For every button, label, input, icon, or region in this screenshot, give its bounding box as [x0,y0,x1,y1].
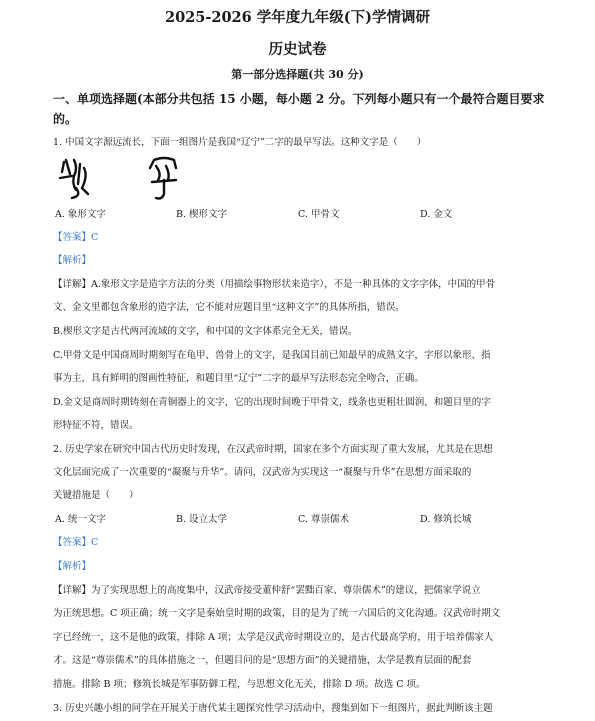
q1-detail-line: 【详解】A.象形文字是造字方法的分类（用描绘事物形状来造字），不是一种具体的文字字体，中国的甲骨 [53,279,496,290]
section-heading [53,89,553,129]
q2-option-a: A. 统一文字 [55,514,106,525]
q2-detail-line: 才。这是“尊崇儒术”的具体措施之一，但题目问的是“思想方面”的关键措施，太学是教育层面的配套 [53,655,472,666]
q1-stem: 1. 中国文字源远流长，下面一组图片是我国“辽宁”二字的最早写法。这种文字是（ ） [53,137,427,148]
q3-stem: 3. 历史兴趣小组的同学在开展关于唐代某主题探究性学习活动中，搜集到如下一组图片，据此判断该主题 [53,703,493,714]
q1-detail-line: B.楔形文字是古代两河流域的文字，和中国的文字体系完全无关，错误。 [53,326,358,337]
q2-option-c: C. 尊崇儒术 [298,514,349,525]
q1-detail-line: 文、金文里都包含象形的造字法，它不能对应题目里“这种文字”的具体所指，错误。 [53,302,405,313]
q1-option-c: C. 甲骨文 [298,209,340,220]
q1-option-d: D. 金文 [420,209,453,220]
q1-detail-line: C.甲骨文是中国商周时期刻写在龟甲、兽骨上的文字，是我国目前已知最早的成熟文字，字形以象形、指 [53,350,491,361]
ancient-character-glyphs-icon [58,154,188,202]
q2-analysis-label: 【解析】 [53,561,92,572]
q2-option-b: B. 设立太学 [176,514,228,525]
q2-stem-line: 文化层面完成了一次重要的“凝聚与升华”。请问，汉武帝为实现这一“凝聚与升华”在思想方面采取的 [53,467,472,478]
q1-analysis-label: 【解析】 [53,255,92,266]
exam-title: 2025-2026 学年度九年级(下)学情调研 [165,9,430,26]
q1-option-a: A. 象形文字 [55,209,106,220]
q2-answer: 【答案】C [53,537,99,548]
q1-answer: 【答案】C [53,232,99,243]
q2-detail-line: 为正统思想。C 项正确；统一文字是秦始皇时期的政策，目的是为了统一六国后的文化沟通。汉武帝时期文 [53,608,501,619]
q1-option-b: B. 楔形文字 [176,209,228,220]
q2-option-d: D. 修筑长城 [420,514,472,525]
part-heading: 第一部分选择题(共 30 分) [231,68,364,81]
q1-detail-line: 形特征不符，错误。 [53,420,139,431]
q2-stem-line: 关键措施是（ ） [53,490,139,501]
section-heading-line1: 一、单项选择题(本部分共包括 15 小题，每小题 2 分。下列每小题只有一个最符合题目要求 [53,92,545,106]
q1-detail-line: D.金文是商周时期铸刻在青铜器上的文字，它的出现时间晚于甲骨文，线条也更粗壮圆润，和题目里的字 [53,397,491,408]
exam-subtitle: 历史试卷 [268,41,327,58]
q2-detail-line: 字已经统一，这不是他的政策，排除 A 项；太学是汉武帝时期设立的，是古代最高学府，用于培养儒家人 [53,632,494,643]
q1-detail-line: 事为主，具有鲜明的图画性特征，和题目里“辽宁”二字的最早写法形态完全吻合，正确。 [53,373,424,384]
section-heading-line2: 的。 [53,112,78,126]
q2-detail-line: 措施。排除 B 项；修筑长城是军事防御工程，与思想文化无关，排除 D 项。故选 C 项。 [53,679,426,690]
q2-stem-line: 2. 历史学家在研究中国古代历史时发现，在汉武帝时期，国家在多个方面实现了重大发展，尤其是在思想 [53,444,493,455]
q2-detail-line: 【详解】为了实现思想上的高度集中，汉武帝接受董仲舒“罢黜百家、尊崇儒术”的建议，把儒家学说立 [53,585,481,596]
